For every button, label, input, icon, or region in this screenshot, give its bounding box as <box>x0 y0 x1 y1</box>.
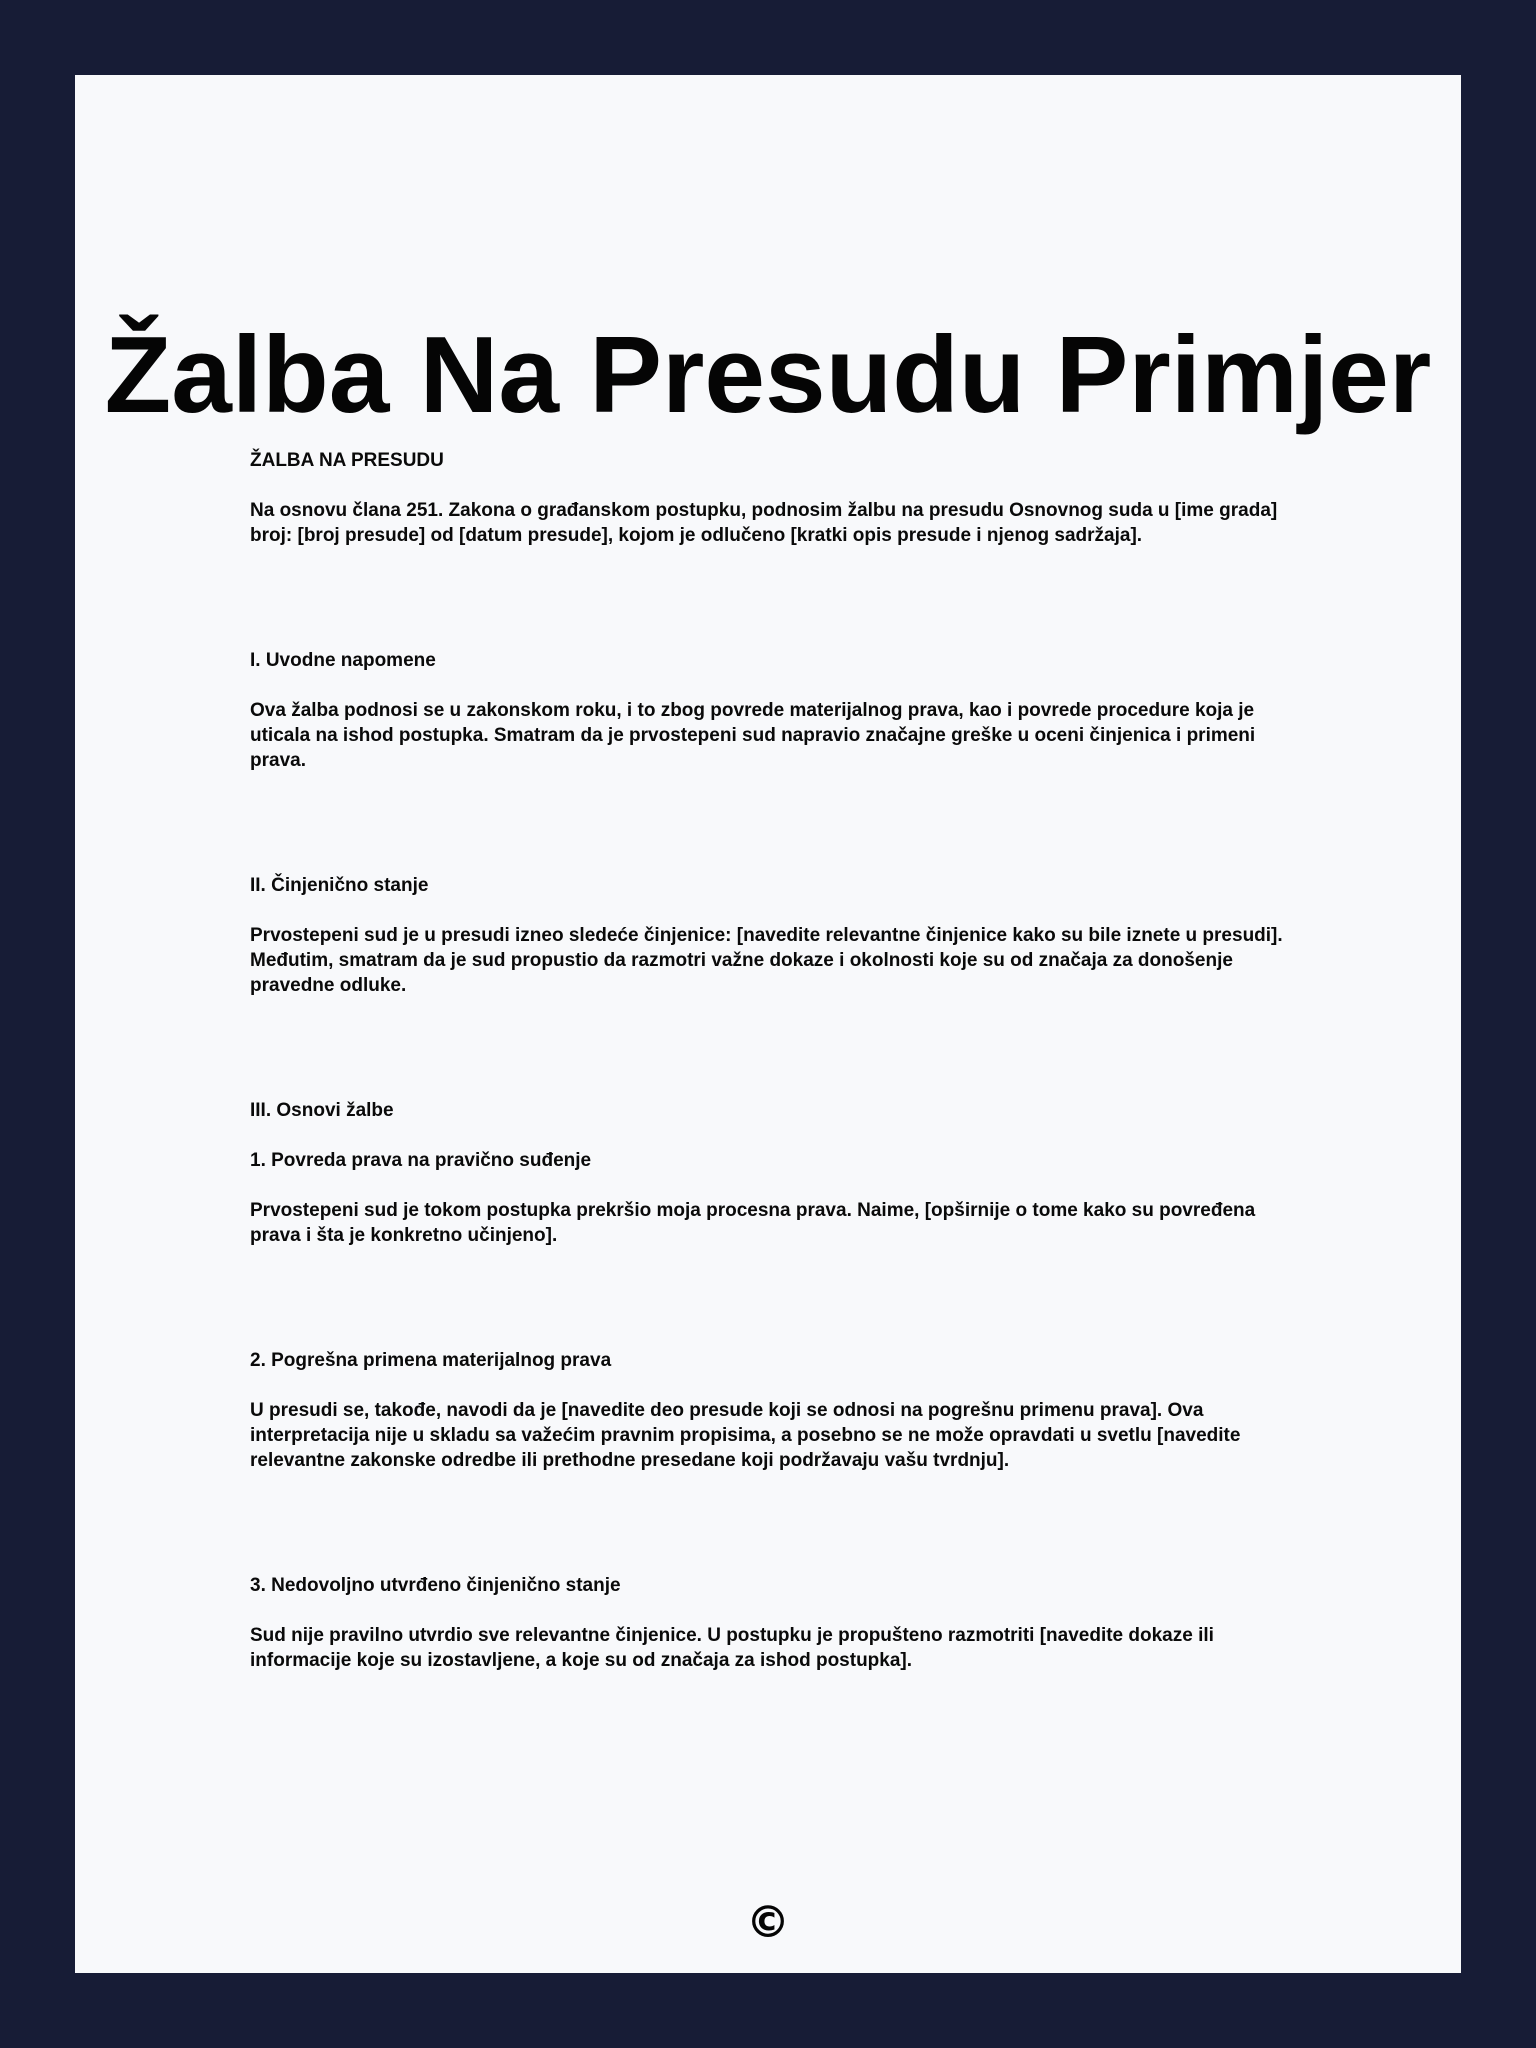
section-heading-osnovi-zalbe: III. Osnovi žalbe <box>250 1100 394 1121</box>
section-heading-pogresna-primena: 2. Pogrešna primena materijalnog prava <box>250 1350 612 1371</box>
section-text-cinjenicno-stanje: Prvostepeni sud je u presudi izneo sledeće činjenice: [navedite relevantne činjenice kako su bile iznete u presudi]. Međutim, smatram da je sud propustio da razmotri važne dokaze i okolnosti koje su od značaja za donošenje pravedne odluke. <box>250 925 1283 996</box>
document-title: Žalba Na Presudu Primjer <box>104 314 1432 436</box>
section-text-uvodne-napomene: Ova žalba podnosi se u zakonskom roku, i to zbog povrede materijalnog prava, kao i povrede procedure koja je uticala na ishod postupka. Smatram da je prvostepeni sud napravio značajne greške u oceni činjenica i primeni prava. <box>250 700 1256 771</box>
section-heading-uvodne-napomene: I. Uvodne napomene <box>250 650 436 671</box>
copyright-icon: © <box>746 1897 790 1948</box>
document-page <box>75 75 1461 1973</box>
section-heading-cinjenicno-stanje: II. Činjenično stanje <box>250 875 429 896</box>
section-text-povreda-prava: Prvostepeni sud je tokom postupka prekršio moja procesna prava. Naime, [opširnije o tome kako su povređena prava i šta je konkretno učinjeno]. <box>250 1200 1256 1246</box>
subheading-povreda-prava: 1. Povreda prava na pravično suđenje <box>250 1150 592 1171</box>
intro-paragraph: Na osnovu člana 251. Zakona o građanskom postupku, podnosim žalbu na presudu Osnovnog suda u [ime grada] broj: [broj presude] od [datum presude], kojom je odlučeno [kratki opis presude i njenog sadržaja]. <box>250 500 1278 546</box>
document-heading: ŽALBA NA PRESUDU <box>250 450 444 471</box>
document-body <box>250 448 1290 1673</box>
section-heading-nedovoljno-utvrdjeno: 3. Nedovoljno utvrđeno činjenično stanje <box>250 1575 621 1596</box>
section-text-pogresna-primena: U presudi se, takođe, navodi da je [navedite deo presude koji se odnosi na pogrešnu primenu prava]. Ova interpretacija nije u skladu sa važećim pravnim propisima, a posebno se ne može opravdati u svetlu [navedite relevantne zakonske odredbe ili prethodne presedane koji podržavaju vašu tvrdnju]. <box>250 1400 1241 1471</box>
section-text-nedovoljno-utvrdjeno: Sud nije pravilno utvrdio sve relevantne činjenice. U postupku je propušteno razmotriti [navedite dokaze ili informacije koje su izostavljene, a koje su od značaja za ishod postupka]. <box>250 1625 1214 1671</box>
